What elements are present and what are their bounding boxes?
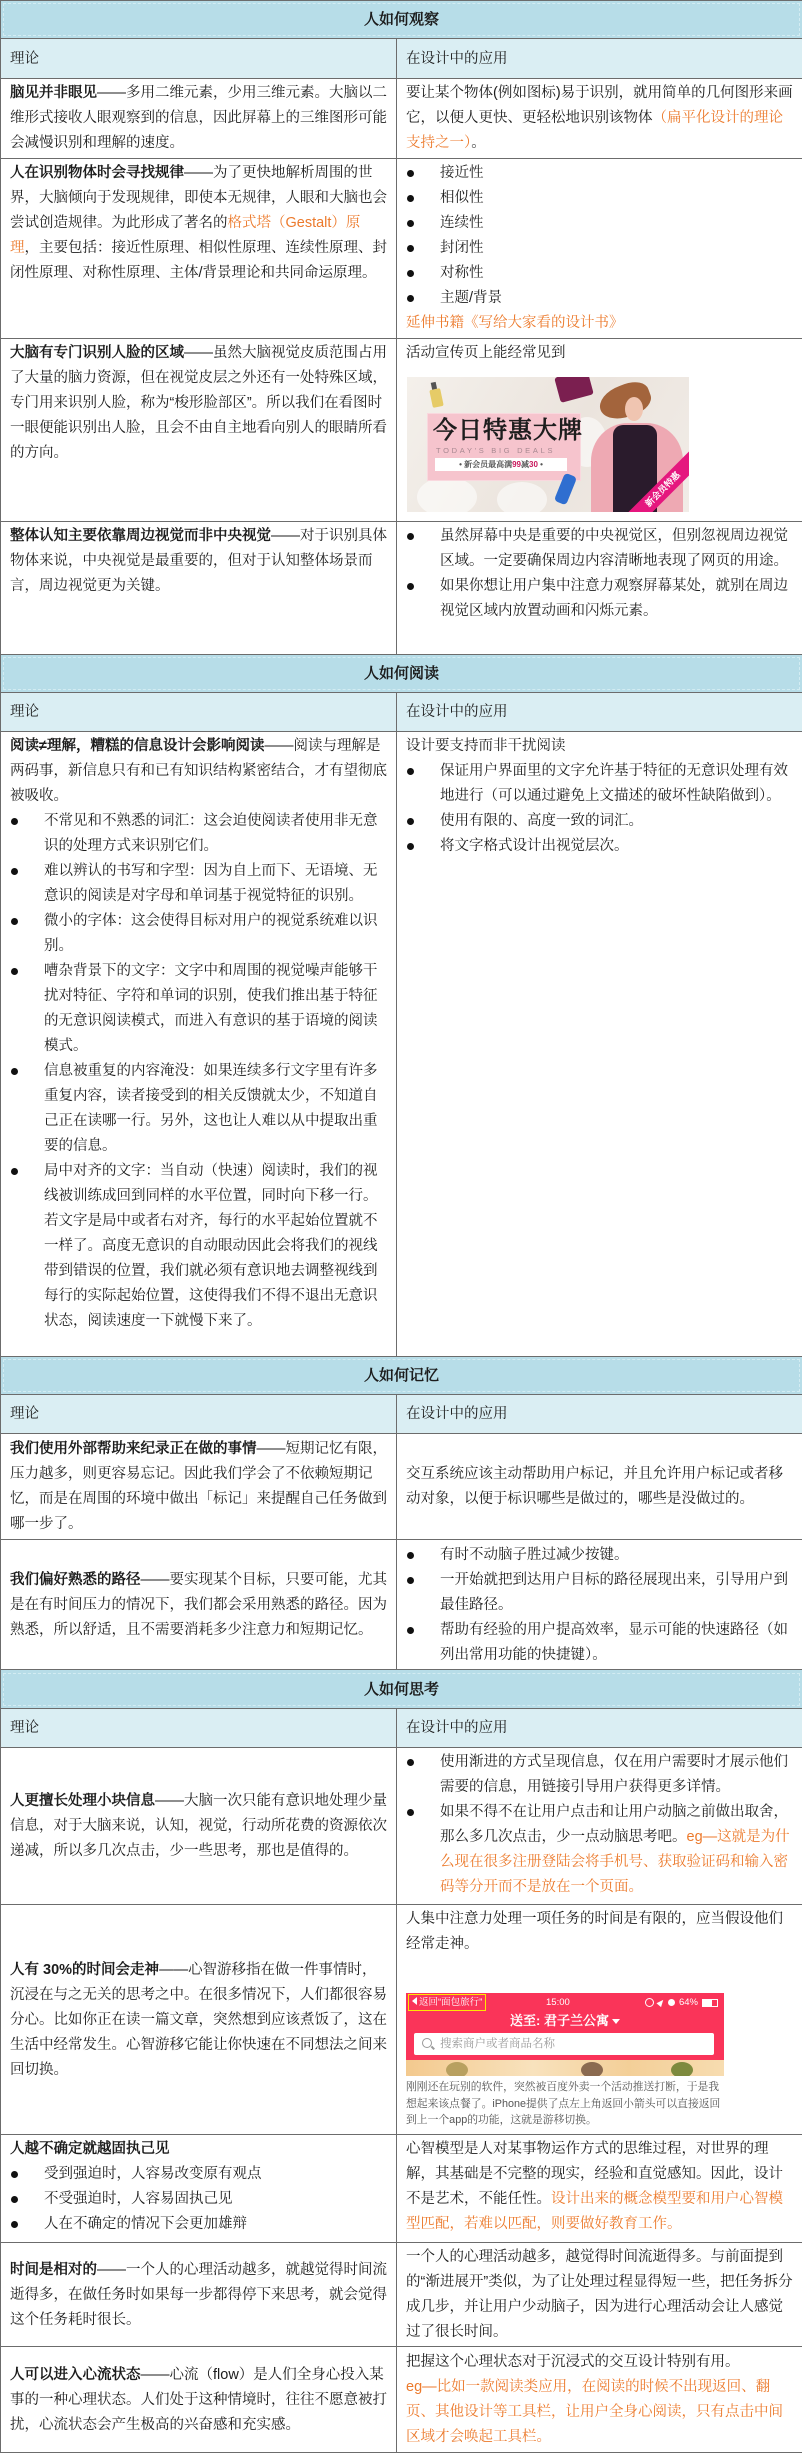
search-icon xyxy=(422,2038,432,2048)
bullet-icon xyxy=(407,195,414,202)
search-placeholder: 搜索商户或者商品名称 xyxy=(440,2033,555,2055)
food-dish-image xyxy=(446,2062,468,2076)
application-cell xyxy=(397,79,802,159)
theory-lead: 大脑有专门识别人脸的区域 xyxy=(10,345,184,361)
banner-promo: • 新会员最高满99减30 • xyxy=(435,458,567,471)
list-item xyxy=(406,1568,794,1618)
theory-text: ——为了更快地解析周围的世界，大脑倾向于发现规律，即使本无规律，人眼和大脑也会尝试创造规律。为此形成了著名的 xyxy=(10,165,387,231)
promo-discount: 30 xyxy=(529,460,538,469)
application-highlight: （扁平化设计的理论支持之一） xyxy=(406,110,783,151)
bullet-icon xyxy=(11,2171,18,2178)
list-item xyxy=(10,2212,388,2237)
column-header-application: 在设计中的应用 xyxy=(397,1709,802,1748)
application-cell xyxy=(397,1540,802,1670)
section-title-cell xyxy=(1,1670,802,1709)
bullet-list xyxy=(406,1750,794,1900)
bullet-list xyxy=(406,161,794,311)
list-item xyxy=(406,236,794,261)
application-cell xyxy=(397,1434,802,1540)
list-item-text: 帮助有经验的用户提高效率，显示可能的快速路径（如列出常用功能的快捷键）。 xyxy=(440,1622,788,1663)
delivery-address: 送至: 君子兰公寓 xyxy=(510,2013,609,2028)
section-header-observe xyxy=(1,1,802,39)
bullet-icon xyxy=(407,1809,414,1816)
bullet-icon xyxy=(407,583,414,590)
bullet-list xyxy=(406,759,794,859)
theory-text: ——心智游移指在做一件事情时，沉浸在与之无关的思考之中。在很多情况下，人们都很容易分心。比如你正在读一篇文章，突然想到应该煮饭了，这在生活中经常发生。心智游移它能让你快速在不同想法之间来回切换。 xyxy=(10,1962,387,2078)
list-item-text: 将文字格式设计出视觉层次。 xyxy=(440,838,629,854)
table-row xyxy=(1,2135,802,2243)
bullet-icon xyxy=(11,918,18,925)
application-text: 设计要支持而非干扰阅读 xyxy=(406,734,794,759)
list-item-text: 信息被重复的内容淹没：如果连续多行文字里有许多重复内容，读者接受到的相关反馈就太少，不知道自己正在读哪一行。另外，这也让人难以从中提取出重要的信息。 xyxy=(44,1063,378,1154)
theory-lead: 我们使用外部帮助来纪录正在做的事情 xyxy=(10,1441,257,1457)
column-header-application: 在设计中的应用 xyxy=(397,1395,802,1434)
list-item xyxy=(10,1159,388,1334)
table-row xyxy=(1,1434,802,1540)
theory-cell xyxy=(1,79,397,159)
list-item-text: 相似性 xyxy=(440,190,484,206)
back-arrow-icon xyxy=(412,1997,417,2005)
list-item xyxy=(10,1059,388,1159)
food-dish-image xyxy=(581,2062,603,2076)
application-text: 交互系统应该主动帮助用户标记，并且允许用户标记或者移动对象，以便于标识哪些是做过的，哪些是没做过的。 xyxy=(406,1466,783,1507)
list-item xyxy=(10,2162,388,2187)
table-row xyxy=(1,1905,802,2135)
list-item-text: 封闭性 xyxy=(440,240,484,256)
status-icons xyxy=(641,1995,718,2010)
application-cell xyxy=(397,1748,802,1905)
theory-cell xyxy=(1,339,397,522)
list-item-text: 局中对齐的文字：当自动（快速）阅读时，我们的视线被训练成回到同样的水平位置，同时向下移一行。若文字是局中或者右对齐，每行的水平起始位置就不一样了。高度无意识的自动眼动因此会将我们的视线带到错误的位置，我们就必须有意识地去调整视线到每行的实际起始位置，这使得我们不得不退出无意识状态，阅读速度一下就慢下来了。 xyxy=(44,1163,378,1329)
list-item xyxy=(406,211,794,236)
list-item xyxy=(10,909,388,959)
list-item xyxy=(406,834,794,859)
battery-percent: 64% xyxy=(679,1997,698,2008)
delivery-address-selector[interactable] xyxy=(406,2012,724,2030)
theory-text: ——虽然大脑视觉皮质范围占用了大量的脑力资源，但在视觉皮层之外还有一处特殊区域，专门用来识别人脸，称为“梭形脸部区”。所以我们在看图时一眼便能识别出人脸，且会不由自主地看向别人的眼睛所看的方向。 xyxy=(10,345,387,461)
theory-lead: 人更擅长处理小块信息 xyxy=(10,1793,155,1809)
flower-decoration xyxy=(417,477,477,512)
theory-text: ——大脑一次只能有意识地处理少量信息，对于大脑来说，认知，视觉，行动所花费的资源依次递减，所以多几次点击，少一些思考，那也是值得的。 xyxy=(10,1793,387,1859)
column-header-theory: 理论 xyxy=(1,1395,397,1434)
bullet-icon xyxy=(11,1068,18,1075)
flower-decoration xyxy=(497,482,547,512)
application-cell xyxy=(397,732,802,1357)
section-header-memory xyxy=(1,1357,802,1395)
application-highlight: 设计出来的概念模型要和用户心智模型匹配，若难以匹配，则要做好教育工作。 xyxy=(406,2191,783,2232)
list-item-text: 一开始就把到达用户目标的路径展现出来，引导用户到最佳路径。 xyxy=(440,1572,788,1613)
bullet-icon xyxy=(407,295,414,302)
table-row xyxy=(1,1540,802,1670)
theory-lead: 时间是相对的 xyxy=(10,2262,97,2278)
theory-text: ——阅读与理解是两码事，新信息只有和已有知识结构紧密结合，才有望彻底被吸收。 xyxy=(10,738,387,804)
list-item-text: 接近性 xyxy=(440,165,484,181)
section-title: 人如何记忆 xyxy=(3,1359,800,1392)
theory-lead: 人越不确定就越固执己见 xyxy=(10,2137,388,2162)
bullet-icon xyxy=(11,2196,18,2203)
list-item xyxy=(406,186,794,211)
list-item xyxy=(406,261,794,286)
bullet-icon xyxy=(407,1577,414,1584)
banner-corner-ribbon: 新会员特惠 xyxy=(617,444,689,512)
list-item xyxy=(10,959,388,1059)
list-item-text: 有时不动脑子胜过减少按键。 xyxy=(440,1547,629,1563)
list-item xyxy=(406,1800,794,1900)
application-text: 活动宣传页上能经常见到 xyxy=(406,341,794,366)
column-header-theory: 理论 xyxy=(1,1709,397,1748)
application-text: 要让某个物体(例如图标)易于识别，就用简单的几何图形来画它，以便人更快、更轻松地识别该物体 xyxy=(406,85,793,126)
column-header-application: 在设计中的应用 xyxy=(397,693,802,732)
list-item-text: 人在不确定的情况下会更加雄辩 xyxy=(44,2216,247,2232)
application-text: 一个人的心理活动越多，越觉得时间流逝得多。与前面提到的“渐进展开”类似，为了让处理过程显得短一些，把任务拆分成几步，并让用户少动脑子，因为进行心理活动会让人感觉过了很长时间。 xyxy=(406,2249,793,2340)
list-item-text: 嘈杂背景下的文字：文字中和周围的视觉噪声能够干扰对特征、字符和单词的识别，使我们推出基于特征的无意识阅读模式，而进入有意识的基于语境的阅读模式。 xyxy=(44,963,378,1054)
rotation-lock-icon xyxy=(645,1998,654,2007)
list-item xyxy=(406,809,794,834)
bullet-icon xyxy=(11,2221,18,2228)
bullet-icon xyxy=(407,1759,414,1766)
theory-text: ——一个人的心理活动越多，就越觉得时间流逝得多，在做任务时如果每一步都得停下来思考，就会觉得这个任务耗时很长。 xyxy=(10,2262,387,2328)
application-cell xyxy=(397,2135,802,2243)
bullet-icon xyxy=(407,270,414,277)
status-time: 15:00 xyxy=(546,1995,570,2010)
section-title: 人如何观察 xyxy=(3,3,800,36)
theory-cell xyxy=(1,1905,397,2135)
theory-text: ——对于识别具体物体来说，中央视觉是最重要的，但对于认知整体场景而言，周边视觉更为关键。 xyxy=(10,528,387,594)
list-item-text: 难以辨认的书写和字型：因为自上而下、无语境、无意识的阅读是对字母和单词基于视觉特征的识别。 xyxy=(44,863,378,904)
theory-cell xyxy=(1,2347,397,2453)
table-row xyxy=(1,2243,802,2347)
column-header-theory: 理论 xyxy=(1,693,397,732)
alarm-icon xyxy=(668,1999,675,2006)
theory-cell xyxy=(1,1434,397,1540)
bullet-icon xyxy=(11,818,18,825)
list-item xyxy=(10,809,388,859)
section-header-think xyxy=(1,1670,802,1709)
handbag-graphic xyxy=(554,377,594,403)
theory-lead: 脑见并非眼见 xyxy=(10,85,97,101)
bullet-icon xyxy=(407,768,414,775)
list-item xyxy=(406,524,794,574)
application-cell xyxy=(397,339,802,522)
food-dish-image xyxy=(671,2062,693,2076)
application-cell xyxy=(397,1905,802,2135)
book-recommendation: 延伸书籍《写给大家看的设计书》 xyxy=(406,311,794,336)
bullet-list xyxy=(10,809,388,1334)
location-arrow-icon xyxy=(656,1998,665,2007)
column-header-row xyxy=(1,1395,802,1434)
application-cell xyxy=(397,2243,802,2347)
list-item-text: 保证用户界面里的文字允许基于特征的无意识处理有效地进行（可以通过避免上文描述的破坏性缺陷做到）。 xyxy=(440,763,788,804)
list-item-text: 使用渐进的方式呈现信息，仅在用户需要时才展示他们需要的信息，用链接引导用户获得更多详情。 xyxy=(440,1754,788,1795)
phone-screenshot xyxy=(406,1993,724,2076)
table-row xyxy=(1,339,802,522)
section-header-read xyxy=(1,655,802,693)
battery-icon xyxy=(702,1999,718,2007)
bullet-list xyxy=(406,1543,794,1668)
bullet-icon xyxy=(407,843,414,850)
bullet-icon xyxy=(407,170,414,177)
bullet-icon xyxy=(407,1552,414,1559)
theory-cell xyxy=(1,2243,397,2347)
list-item xyxy=(406,161,794,186)
list-item xyxy=(10,859,388,909)
list-item xyxy=(406,1750,794,1800)
bullet-icon xyxy=(11,1168,18,1175)
list-item xyxy=(10,2187,388,2212)
application-cell xyxy=(397,159,802,339)
table-row xyxy=(1,79,802,159)
table-row xyxy=(1,522,802,655)
theory-lead: 整体认知主要依靠周边视觉而非中央视觉 xyxy=(10,528,271,544)
application-tail: 。 xyxy=(471,135,486,151)
bullet-list xyxy=(10,2162,388,2237)
back-label: 返回“面包旅行” xyxy=(419,1997,482,2008)
banner-title: 今日特惠大牌 xyxy=(433,415,583,445)
theory-text: ——多用二维元素，少用三维元素。大脑以二维形式接收人眼观察到的信息，因此屏幕上的三维图形可能会减慢识别和理解的速度。 xyxy=(10,85,387,151)
perfume-bottle-graphic xyxy=(429,388,444,408)
list-item xyxy=(406,759,794,809)
theory-cell xyxy=(1,1748,397,1905)
list-item xyxy=(406,1618,794,1668)
theory-cell xyxy=(1,1540,397,1670)
theory-cell xyxy=(1,2135,397,2243)
banner-subtitle: TODAY'S BIG DEALS xyxy=(436,446,555,456)
bullet-icon xyxy=(407,1627,414,1634)
promo-mid: 减 xyxy=(521,460,529,469)
theory-text: ——短期记忆有限，压力越多，则更容易忘记。因此我们学会了不依赖短期记忆，而是在周围的环境中做出「标记」来提醒自己任务做到哪一步了。 xyxy=(10,1441,387,1532)
table-row xyxy=(1,1748,802,1905)
promo-amount: 99 xyxy=(512,460,521,469)
theory-text: ——心流（flow）是人们全身心投入某事的一种心理状态。人们处于这种情境时，往往不愿意被打扰，心流状态会产生极高的兴奋感和充实感。 xyxy=(10,2367,387,2433)
application-text: 人集中注意力处理一项任务的时间是有限的，应当假设他们经常走神。 xyxy=(406,1907,794,1957)
list-item-text: 受到强迫时，人容易改变原有观点 xyxy=(44,2166,262,2182)
list-item-text: 微小的字体：这会使得目标对用户的视觉系统难以识别。 xyxy=(44,913,378,954)
theory-lead: 人有 30%的时间会走神 xyxy=(10,1962,159,1978)
list-item-text: 主题/背景 xyxy=(440,290,502,306)
section-title-cell xyxy=(1,655,802,693)
list-item-text: 虽然屏幕中央是重要的中央视觉区，但别忽视周边视觉区域。一定要确保周边内容清晰地表现了网页的用途。 xyxy=(440,528,788,569)
theory-text: ——要实现某个目标，只要可能，尤其是在有时间压力的情况下，我们都会采用熟悉的路径。因为熟悉，所以舒适，且不需要消耗多少注意力和短期记忆。 xyxy=(10,1572,387,1638)
example-highlight: eg—这就是为什么现在很多注册登陆会将手机号、获取验证码和输入密码等分开而不是放在一个页面。 xyxy=(440,1829,790,1895)
list-item xyxy=(406,574,794,624)
section-title-cell xyxy=(1,1,802,39)
theory-cell xyxy=(1,732,397,1357)
section-title: 人如何阅读 xyxy=(3,657,800,690)
list-item-text: 如果你想让用户集中注意力观察屏幕某处，就别在周边视觉区域内放置动画和闪烁元素。 xyxy=(440,578,788,619)
promo-banner-image xyxy=(407,377,689,512)
model-hair-graphic xyxy=(595,377,655,425)
theory-lead: 我们偏好熟悉的路径 xyxy=(10,1572,141,1588)
bullet-icon xyxy=(407,220,414,227)
column-header-application: 在设计中的应用 xyxy=(397,39,802,79)
application-cell xyxy=(397,522,802,655)
theory-lead: 人可以进入心流状态 xyxy=(10,2367,141,2383)
list-item-text: 不常见和不熟悉的词汇：这会迫使阅读者使用非无意识的处理方式来识别它们。 xyxy=(44,813,378,854)
bullet-icon xyxy=(407,533,414,540)
theory-cell xyxy=(1,522,397,655)
column-header-row xyxy=(1,1709,802,1748)
application-highlight: eg—比如一款阅读类应用，在阅读的时候不出现返回、翻页、其他设计等工具栏，让用户全身心阅读，只有点击中间区域才会唤起工具栏。 xyxy=(406,2375,794,2450)
search-input[interactable] xyxy=(414,2033,714,2055)
application-text: 把握这个心理状态对于沉浸式的交互设计特别有用。 xyxy=(406,2350,794,2375)
theory-cell xyxy=(1,159,397,339)
column-header-theory: 理论 xyxy=(1,39,397,79)
list-item-text: 使用有限的、高度一致的词汇。 xyxy=(440,813,643,829)
application-text: 心智模型是人对某事物运作方式的思维过程，对世界的理解，其基础是不完整的现实，经验和直觉感知。因此，设计不是艺术，不能任性。 xyxy=(406,2141,783,2207)
bullet-icon xyxy=(407,818,414,825)
bullet-icon xyxy=(11,868,18,875)
theory-lead: 阅读≠理解，糟糕的信息设计会影响阅读 xyxy=(10,738,264,754)
column-header-row xyxy=(1,693,802,732)
list-item-text: 不受强迫时，人容易固执己见 xyxy=(44,2191,233,2207)
column-header-row xyxy=(1,39,802,79)
theory-lead: 人在识别物体时会寻找规律 xyxy=(10,165,184,181)
model-face-graphic xyxy=(625,397,643,421)
list-item xyxy=(406,1543,794,1568)
bullet-list xyxy=(406,524,794,624)
chevron-down-icon xyxy=(612,2019,620,2024)
list-item-text: 如果不得不在让用户点击和让用户动脑之前做出取舍，那么多几次点击，少一点动脑思考吧。 xyxy=(440,1804,788,1845)
list-item-text: 连续性 xyxy=(440,215,484,231)
back-to-app-button[interactable] xyxy=(408,1994,486,2011)
table-row xyxy=(1,159,802,339)
application-cell xyxy=(397,2347,802,2453)
table-row xyxy=(1,732,802,1357)
theory-tail: ，主要包括：接近性原理、相似性原理、连续性原理、封闭性原理、对称性原理、主体/背景理论和共同命运原理。 xyxy=(10,240,387,281)
list-item-text: 对称性 xyxy=(440,265,484,281)
list-item xyxy=(406,286,794,311)
bullet-icon xyxy=(407,245,414,252)
table-row xyxy=(1,2347,802,2453)
promo-prefix: 新会员最高满 xyxy=(464,460,512,469)
section-title-cell xyxy=(1,1357,802,1395)
bullet-icon xyxy=(11,968,18,975)
gestalt-link-text: 格式塔（Gestalt）原理 xyxy=(10,215,360,256)
image-caption: 刚刚还在玩别的软件，突然被百度外卖一个活动推送打断，于是我想起来该点餐了。iPhone提供了点左上角返回小箭头可以直接返回到上一个app的功能，这就是游移切换。 xyxy=(406,2079,724,2129)
phone-status-bar xyxy=(406,1994,724,2011)
section-title: 人如何思考 xyxy=(3,1673,800,1706)
